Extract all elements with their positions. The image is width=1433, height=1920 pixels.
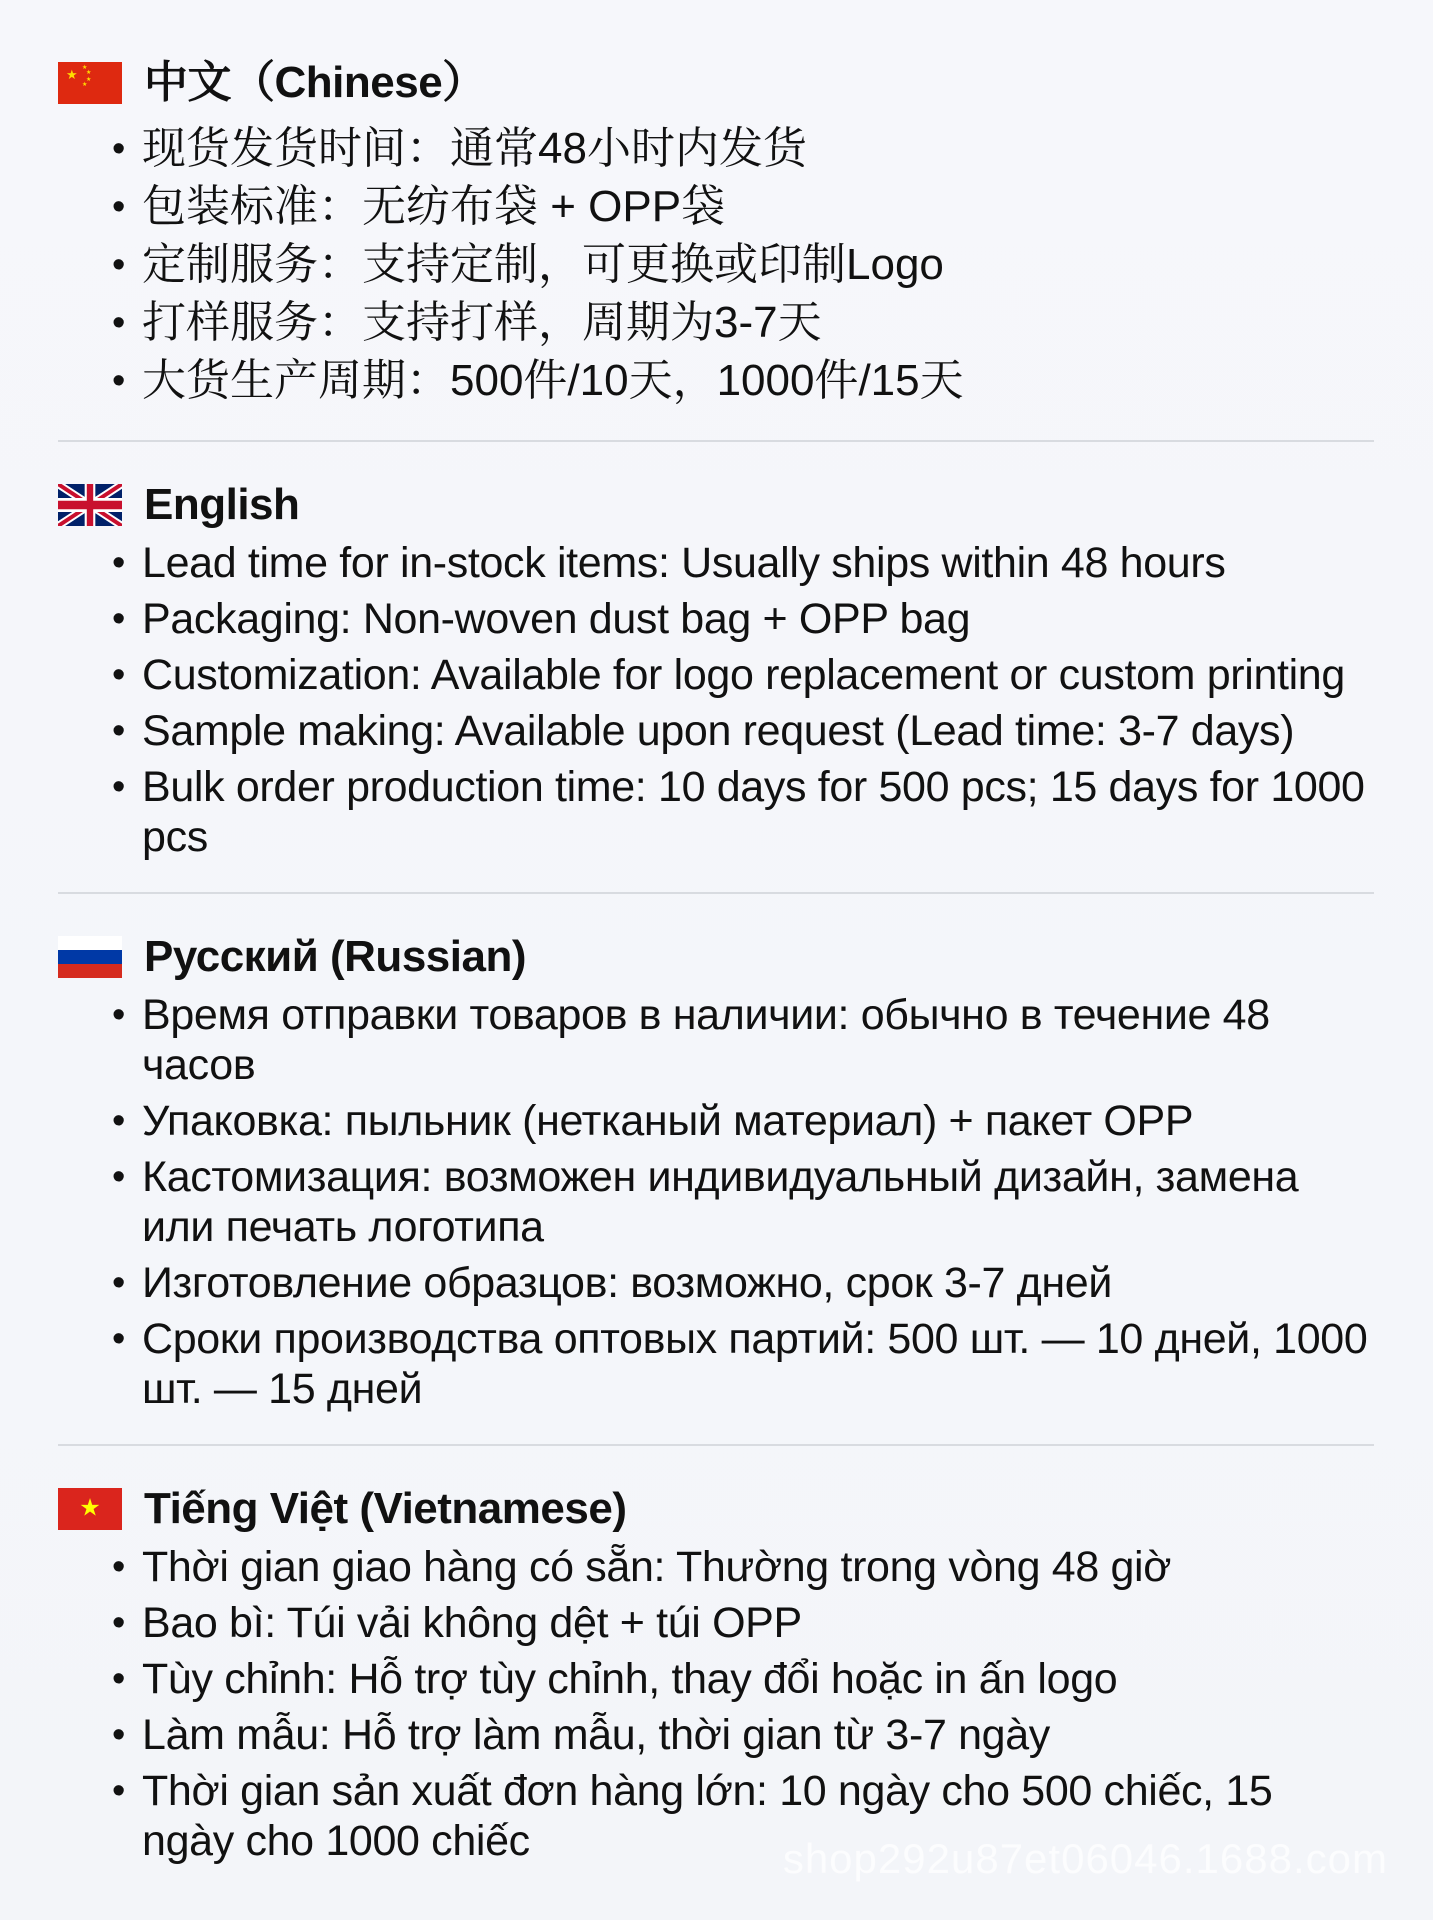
section-russian: [58, 924, 1378, 1414]
list-item: • Tùy chỉnh: Hỗ trợ tùy chỉnh, thay đổi hoặc in ấn logo: [58, 1654, 1372, 1704]
china-flag-icon: ★ ★ ★ ★ ★: [58, 62, 122, 104]
bullet-list: [58, 1542, 1378, 1866]
info-page: [58, 46, 1378, 1872]
section-title: Tiếng Việt (Vietnamese): [144, 1484, 627, 1533]
bullet-list: [58, 538, 1378, 862]
list-item: • Customization: Available for logo replacement or custom printing: [58, 650, 1372, 700]
section-header-vietnamese: [58, 1476, 1378, 1542]
section-header-english: [58, 472, 1378, 538]
list-item: • Bao bì: Túi vải không dệt + túi OPP: [58, 1598, 1372, 1648]
list-item: • Кастомизация: возможен индивидуальный дизайн, замена или печать логотипа: [58, 1152, 1372, 1252]
section-vietnamese: [58, 1476, 1378, 1866]
list-item: • Bulk order production time: 10 days for 500 pcs; 15 days for 1000 pcs: [58, 762, 1372, 862]
list-item: • 现货发货时间：通常48小时内发货: [58, 120, 1372, 178]
watermark-text: shop292u87et06046.1688.com: [782, 1835, 1388, 1882]
list-item: • Сроки производства оптовых партий: 500 шт. — 10 дней, 1000 шт. — 15 дней: [58, 1314, 1372, 1414]
section-title: Русский (Russian): [144, 932, 526, 981]
section-divider: [58, 892, 1374, 894]
list-item: • 大货生产周期：500件/10天，1000件/15天: [58, 352, 1372, 410]
list-item: • Lead time for in-stock items: Usually ships within 48 hours: [58, 538, 1372, 588]
list-item: • Làm mẫu: Hỗ trợ làm mẫu, thời gian từ 3-7 ngày: [58, 1710, 1372, 1760]
section-divider: [58, 1444, 1374, 1446]
bullet-list: [58, 120, 1378, 410]
uk-flag-icon: [58, 484, 122, 526]
list-item: • Sample making: Available upon request (Lead time: 3-7 days): [58, 706, 1372, 756]
list-item: • 定制服务：支持定制，可更换或印制Logo: [58, 236, 1372, 294]
list-item: • Thời gian sản xuất đơn hàng lớn: 10 ngày cho 500 chiếc, 15 ngày cho 1000 chiếc: [58, 1766, 1372, 1866]
list-item: • Thời gian giao hàng có sẵn: Thường trong vòng 48 giờ: [58, 1542, 1372, 1592]
section-title: 中文（Chinese）: [144, 58, 486, 107]
bullet-list: [58, 990, 1378, 1414]
section-header-chinese: [58, 46, 1378, 120]
russia-flag-icon: [58, 936, 122, 978]
section-english: [58, 472, 1378, 862]
list-item: • Упаковка: пыльник (нетканый материал) + пакет OPP: [58, 1096, 1372, 1146]
list-item: • Изготовление образцов: возможно, срок 3-7 дней: [58, 1258, 1372, 1308]
section-title: English: [144, 480, 300, 529]
list-item: • Packaging: Non-woven dust bag + OPP bag: [58, 594, 1372, 644]
section-divider: [58, 440, 1374, 442]
vietnam-flag-icon: ★: [58, 1488, 122, 1530]
section-chinese: [58, 46, 1378, 410]
list-item: • 包装标准：无纺布袋 + OPP袋: [58, 178, 1372, 236]
list-item: • 打样服务：支持打样，周期为3-7天: [58, 294, 1372, 352]
list-item: • Время отправки товаров в наличии: обычно в течение 48 часов: [58, 990, 1372, 1090]
section-header-russian: [58, 924, 1378, 990]
